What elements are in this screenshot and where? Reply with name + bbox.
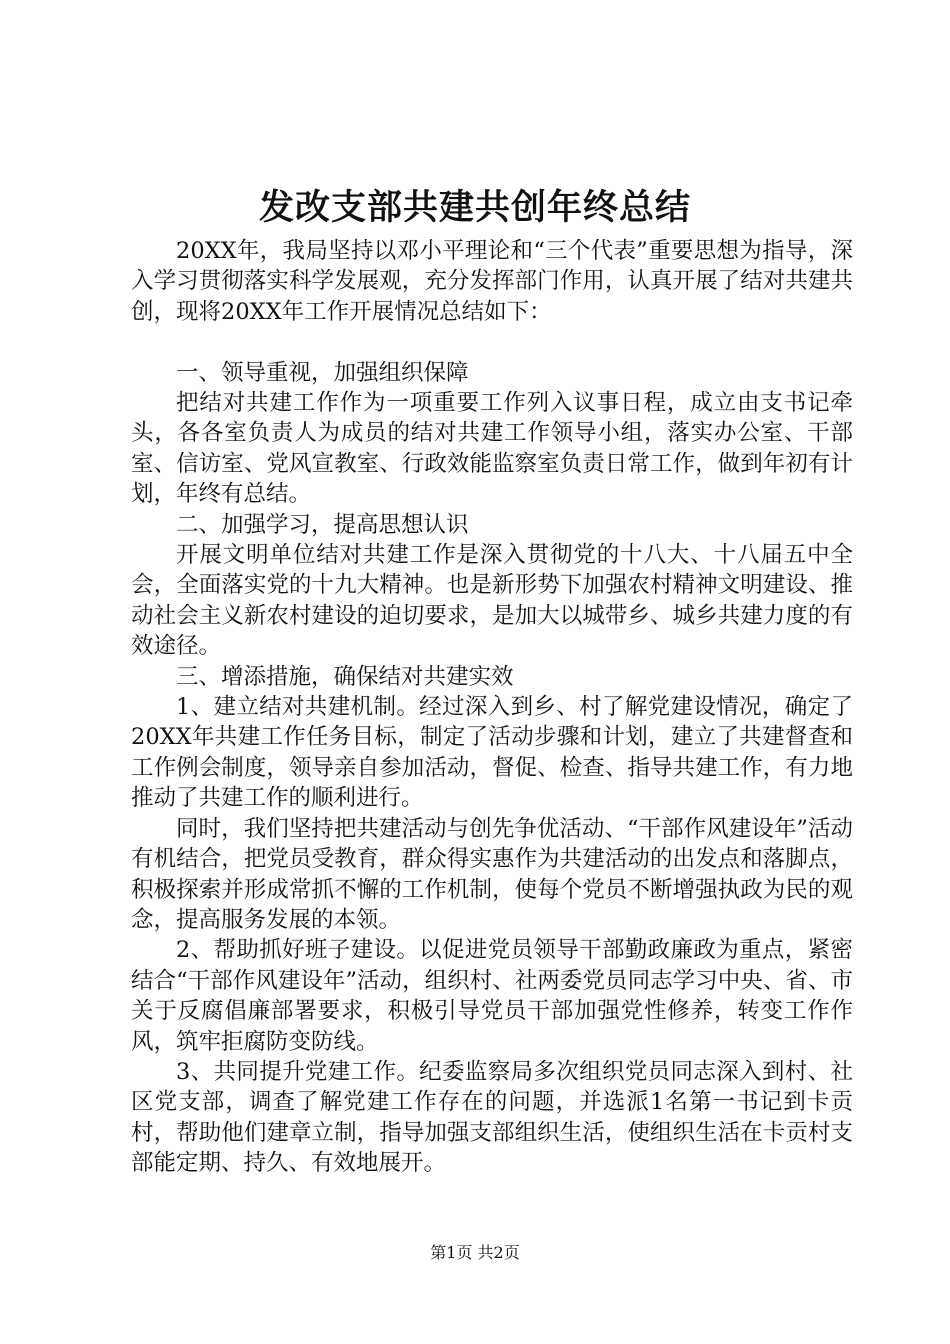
intro-paragraph: 20XX年，我局坚持以邓小平理论和“三个代表”重要思想为指导，深入学习贯彻落实科学发展观，充分发挥部门作用，认真开展了结对共建共创，现将20XX年工作开展情况总结如下： [131,238,853,325]
page-footer: 第1页 共2页 [430,1243,520,1262]
body-paragraph: 3、共同提升党建工作。纪委监察局多次组织党员同志深入到村、社区党支部，调查了解党建工作存在的问题，并选派1名第一书记到卡贡村，帮助他们建章立制，指导加强支部组织生活，使组织生活在卡贡村支部能定期、持久、有效地展开。 [131,1058,853,1177]
body-paragraph: 同时，我们坚持把共建活动与创先争优活动、“干部作风建设年”活动有机结合，把党员受教育，群众得实惠作为共建活动的出发点和落脚点，积极探索并形成常抓不懈的工作机制，使每个党员不断增强执政为民的观念，提高服务发展的本领。 [131,815,853,933]
body-paragraph: 2、帮助抓好班子建设。以促进党员领导干部勤政廉政为重点，紧密结合“干部作风建设年”活动，组织村、社两委党员同志学习中央、省、市关于反腐倡廉部署要求，积极引导党员干部加强党性修养，转变工作作风，筑牢拒腐防变防线。 [131,937,853,1055]
document-title: 发改支部共建共创年终总结 [258,187,691,228]
section-heading-2: 二、加强学习，提高思想认识 [176,511,469,538]
body-paragraph: 开展文明单位结对共建工作是深入贯彻党的十八大、十八届五中全会，全面落实党的十九大精神。也是新形势下加强农村精神文明建设、推动社会主义新农村建设的迫切要求，是加大以城带乡、城乡共建力度的有效途径。 [131,542,853,660]
document-body [131,236,853,1179]
section-heading-3: 三、增添措施，确保结对共建实效 [176,663,514,690]
body-paragraph: 把结对共建工作作为一项重要工作列入议事日程，成立由支书记牵头，各各室负责人为成员的结对共建工作领导小组，落实办公室、干部室、信访室、党风宣教室、行政效能监察室负责日常工作，做到年初有计划，年终有总结。 [131,390,853,508]
section-heading-1: 一、领导重视，加强组织保障 [176,359,469,386]
body-paragraph: 1、建立结对共建机制。经过深入到乡、村了解党建设情况，确定了20XX年共建工作任务目标，制定了活动步骤和计划，建立了共建督查和工作例会制度，领导亲自参加活动，督促、检查、指导共建工作，有力地推动了共建工作的顺利进行。 [131,694,853,812]
